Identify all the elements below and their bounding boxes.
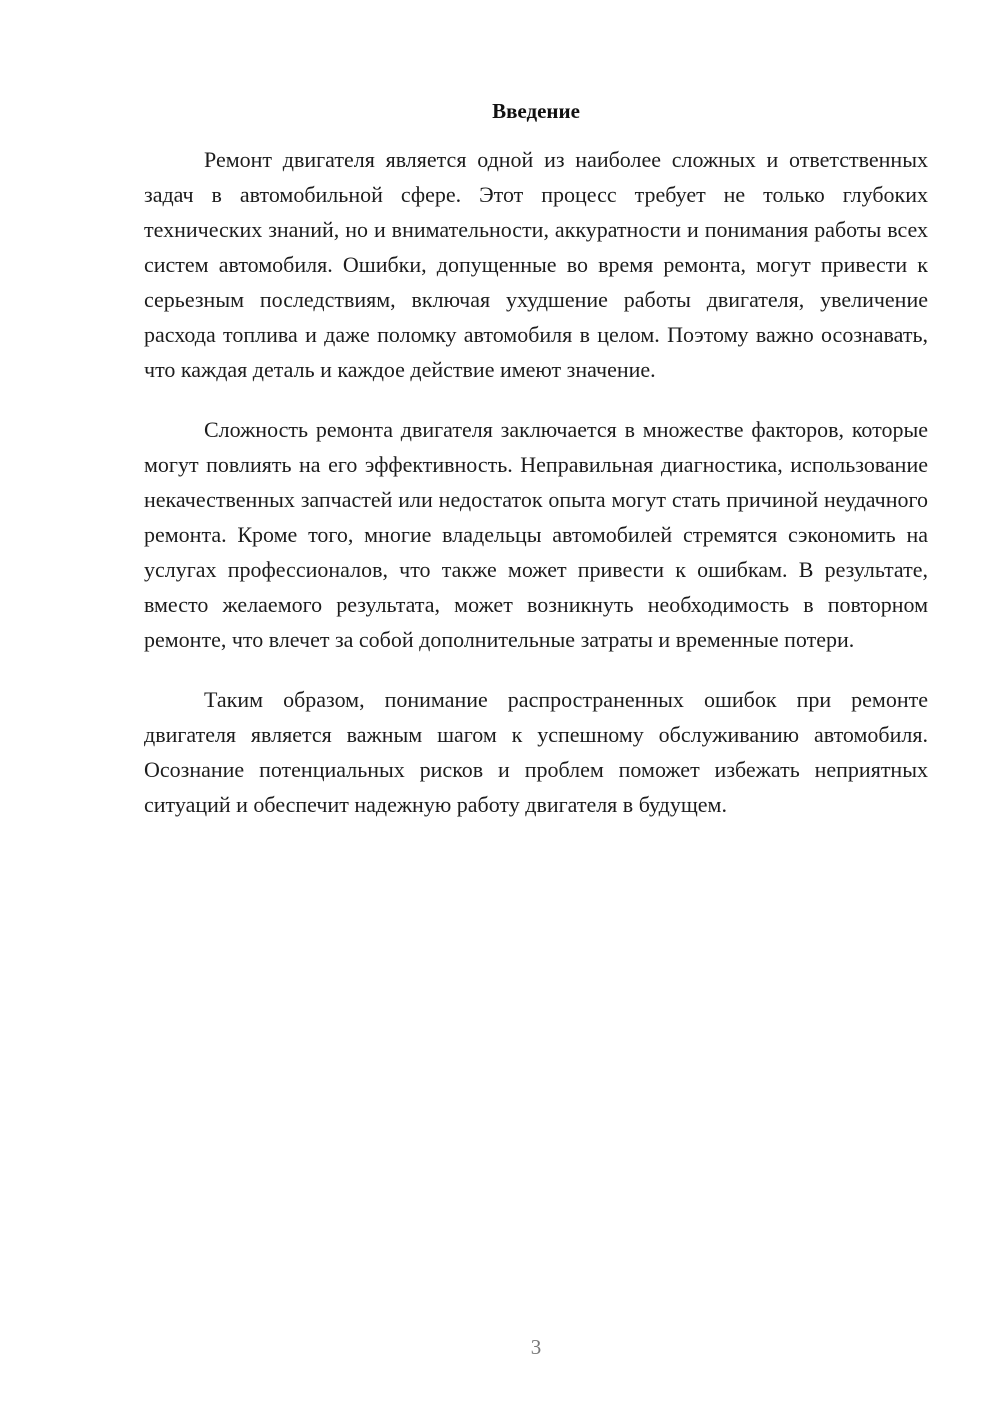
paragraph-2: Сложность ремонта двигателя заключается в множестве факторов, которые могут повлиять на его эффективность. Неправильная диагностика, использование некачественных запчастей или недостаток опыта могут стать причиной неудачного ремонта. Кроме того, многие владельцы автомобилей стремятся сэкономить на услугах профессионалов, что также может привести к ошибкам. В результате, вместо желаемого результата, может возникнуть необходимость в повторном ремонте, что влечет за собой дополнительные затраты и временные потери. [144, 417, 928, 652]
body-text [144, 142, 928, 847]
paragraph-3: Таким образом, понимание распространенных ошибок при ремонте двигателя является важным шагом к успешному обслуживанию автомобиля. Осознание потенциальных рисков и проблем поможет избежать неприятных ситуаций и обеспечит надежную работу двигателя в будущем. [144, 687, 928, 817]
section-heading: Введение [492, 99, 580, 123]
paragraph-1: Ремонт двигателя является одной из наиболее сложных и ответственных задач в автомобильной сфере. Этот процесс требует не только глубоких технических знаний, но и внимательности, аккуратности и понимания работы всех систем автомобиля. Ошибки, допущенные во время ремонта, могут привести к серьезным последствиям, включая ухудшение работы двигателя, увеличение расхода топлива и даже поломку автомобиля в целом. Поэтому важно осознавать, что каждая деталь и каждое действие имеют значение. [144, 147, 928, 382]
page-number: 3 [530, 1335, 542, 1359]
